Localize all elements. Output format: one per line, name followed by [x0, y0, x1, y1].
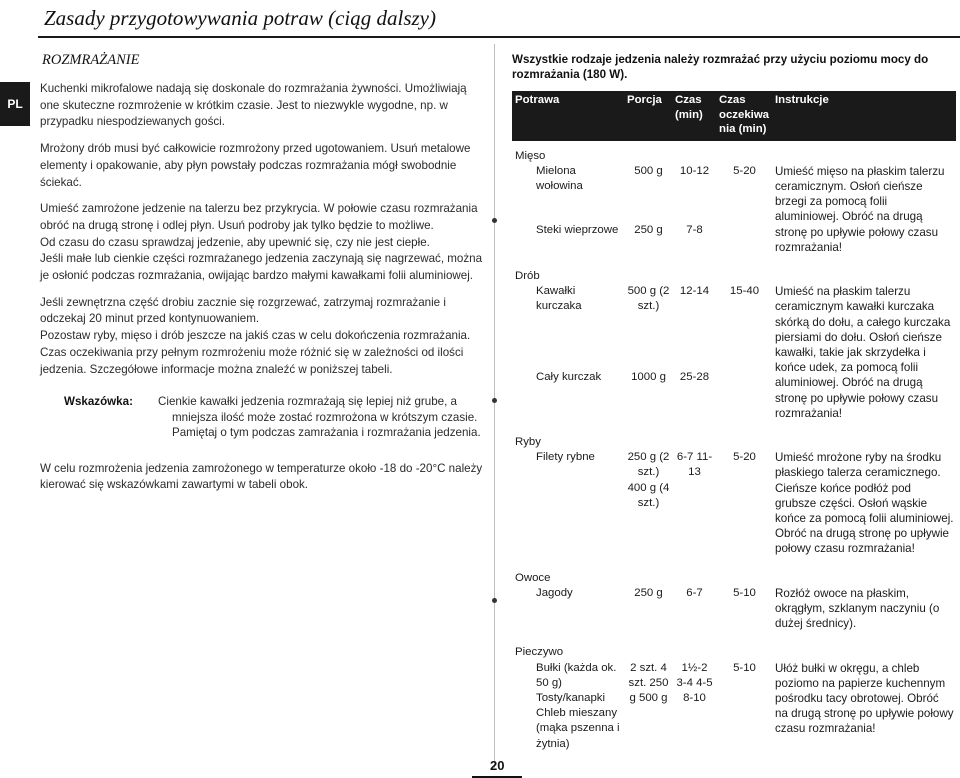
category-poultry: Drób	[515, 269, 540, 282]
wait-time: 5-20	[733, 451, 756, 464]
time: 6-7 11-13	[676, 451, 713, 479]
paragraph-check-food: Od czasu do czasu sprawdzaj jedzenie, aby upewnić się, czy nie jest ciepłe.	[40, 235, 430, 249]
header-wait: Czas oczekiwa nia (min)	[716, 91, 772, 141]
category-row	[512, 421, 956, 450]
portion: 250 g (2 szt.) 400 g (4 szt.)	[627, 451, 670, 509]
category-row	[512, 631, 956, 660]
portion: 500 g	[634, 164, 663, 177]
food-name: Kawałki kurczaka	[536, 285, 582, 313]
table-row	[512, 164, 956, 216]
table-row	[512, 586, 956, 632]
table-header-row	[512, 91, 956, 141]
food-name: Bułki (każda ok. 50 g) Tosty/kanapki Chleb mieszany (mąka pszenna i żytnia)	[536, 661, 620, 750]
category-fruit: Owoce	[515, 571, 551, 584]
wait-time: 15-40	[729, 285, 760, 298]
page-title: Zasady przygotowywania potraw (ciąg dalszy)	[44, 6, 436, 30]
table-row	[512, 661, 956, 752]
portion: 250 g	[634, 224, 663, 237]
column-divider	[494, 44, 495, 768]
time: 7-8	[686, 224, 703, 237]
time: 1½-2 3-4 4-5 8-10	[676, 661, 713, 704]
empty-cell	[716, 215, 772, 254]
wait-time: 5-20	[733, 164, 756, 177]
portion: 250 g	[634, 586, 663, 599]
instructions: Umieść mięso na płaskim talerzu ceramicznym. Osłoń cieńsze brzegi za pomocą folii aluminiowej. Obróć na drugą stronę po upływie połowy czasu rozmrażania!	[775, 164, 945, 254]
hint-box	[64, 394, 486, 441]
portion: 2 szt. 4 szt. 250 g 500 g	[628, 661, 669, 704]
food-name: Steki wieprzowe	[536, 224, 619, 237]
food-name: Jagody	[536, 586, 573, 599]
food-name: Cały kurczak	[536, 370, 602, 383]
header-instructions: Instrukcje	[772, 91, 956, 141]
defrost-table	[512, 91, 956, 752]
hint-label: Wskazówka:	[64, 395, 133, 409]
language-tab: PL	[0, 82, 30, 126]
paragraph-temperature: W celu rozmrożenia jedzenia zamrożonego w temperaturze około -18 do -20°C należy kierować się wskazówkami zawartymi w tabeli obok.	[40, 461, 483, 492]
category-fish: Ryby	[515, 435, 541, 448]
food-name: Filety rybne	[536, 451, 595, 464]
section-title: ROZMRAŻANIE	[42, 52, 140, 68]
left-column	[40, 52, 486, 504]
time: 10-12	[679, 164, 710, 177]
paragraph-poultry: Mrożony drób musi być całkowicie rozmrożony przed ugotowaniem. Usuń metalowe elementy i opakowanie, aby płyn powstały podczas rozmrażania mógł swobodnie ściekać.	[40, 142, 471, 189]
time: 6-7	[686, 586, 703, 599]
paragraph-shield-parts: Jeśli małe lub cienkie części rozmrażanego jedzenia zaczynają się nagrzewać, można je osłonić podczas rozmrażania, owijając bardzo małymi kawałkami folii aluminiowej.	[40, 252, 483, 283]
portion: 1000 g	[631, 370, 666, 383]
category-row	[512, 557, 956, 586]
hint-line: Pamiętaj o tym podczas zamrażania i rozmrażania jedzenia.	[172, 426, 481, 440]
header-food: Potrawa	[512, 91, 624, 141]
paragraph-place-food: Umieść zamrożone jedzenie na talerzu bez przykrycia. W połowie czasu rozmrażania obróć na drugą stronę i odlej płyn. Usuń podroby jak tylko będzie to możliwe.	[40, 202, 478, 232]
instructions: Umieść mrożone ryby na środku płaskiego talerza ceramicznego. Cieńsze końce podłóż pod grubsze części. Osłoń wąskie końce za pomocą folii aluminiowej. Obróć na drugą stronę po upływie połowy czasu rozmrażania!	[775, 451, 954, 556]
category-row	[512, 141, 956, 164]
title-rule	[38, 36, 960, 38]
hint-line: Cienkie kawałki jedzenia rozmrażają się lepiej niż grube, a	[158, 395, 458, 409]
hint-line: mniejsza ilość może zostać rozmrożona w krótszym czasie.	[172, 410, 478, 424]
right-column	[512, 52, 956, 752]
empty-cell	[716, 362, 772, 421]
margin-dot	[492, 218, 497, 223]
margin-dot	[492, 598, 497, 603]
instructions: Ułóż bułki w okręgu, a chleb poziomo na papierze kuchennym pośrodku tacy obrotowej. Obróć na drugą stronę po upływie połowy czasu rozmrażania!	[775, 661, 954, 736]
paragraph-stop-defrost: Jeśli zewnętrzna część drobiu zacznie się rozgrzewać, zatrzymaj rozmrażanie i odczekaj 20 minut przed kontynuowaniem.	[40, 295, 446, 326]
time: 12-14	[679, 285, 710, 298]
margin-dot	[492, 398, 497, 403]
time: 25-28	[679, 370, 710, 383]
category-meat: Mięso	[515, 149, 546, 162]
instructions: Umieść na płaskim talerzu ceramicznym kawałki kurczaka skórką do dołu, a całego kurczaka piersiami do dołu. Osłoń cieńsze kawałki, takie jak skrzydełka i końce udek, za pomocą folii aluminiowej. Obróć na drugą stronę po upływie połowy czasu rozmrażania!	[775, 285, 951, 420]
wait-time: 5-10	[733, 586, 756, 599]
header-time: Czas (min)	[672, 91, 716, 141]
hint-text	[158, 394, 486, 441]
header-portion: Porcja	[624, 91, 672, 141]
paragraph-intro: Kuchenki mikrofalowe nadają się doskonale do rozmrażania żywności. Umożliwiają one skuteczne rozmrożenie w krótkim czasie. Jest to niezwykle wygodne, np. w przypadku niespodziewanych gości.	[40, 82, 467, 129]
table-intro: Wszystkie rodzaje jedzenia należy rozmrażać przy użyciu poziomu mocy do rozmrażania (180 W).	[512, 53, 929, 81]
food-name: Mielona wołowina	[536, 164, 583, 192]
portion: 500 g (2 szt.)	[627, 285, 670, 313]
instructions: Rozłóż owoce na płaskim, okrągłym, szklanym naczyniu (o dużej średnicy).	[775, 586, 940, 631]
category-row	[512, 255, 956, 284]
wait-time: 5-10	[733, 661, 756, 674]
page-number: 20	[490, 758, 505, 773]
table-row	[512, 284, 956, 362]
table-row	[512, 450, 956, 556]
paragraph-standing-time: Pozostaw ryby, mięso i drób jeszcze na jakiś czas w celu dokończenia rozmrażania. Czas oczekiwania przy pełnym rozmrożeniu może różnić się w zależności od ilości jedzenia. Szczegółowe informacje można znaleźć w poniższej tabeli.	[40, 329, 471, 376]
category-bread: Pieczywo	[515, 646, 564, 659]
